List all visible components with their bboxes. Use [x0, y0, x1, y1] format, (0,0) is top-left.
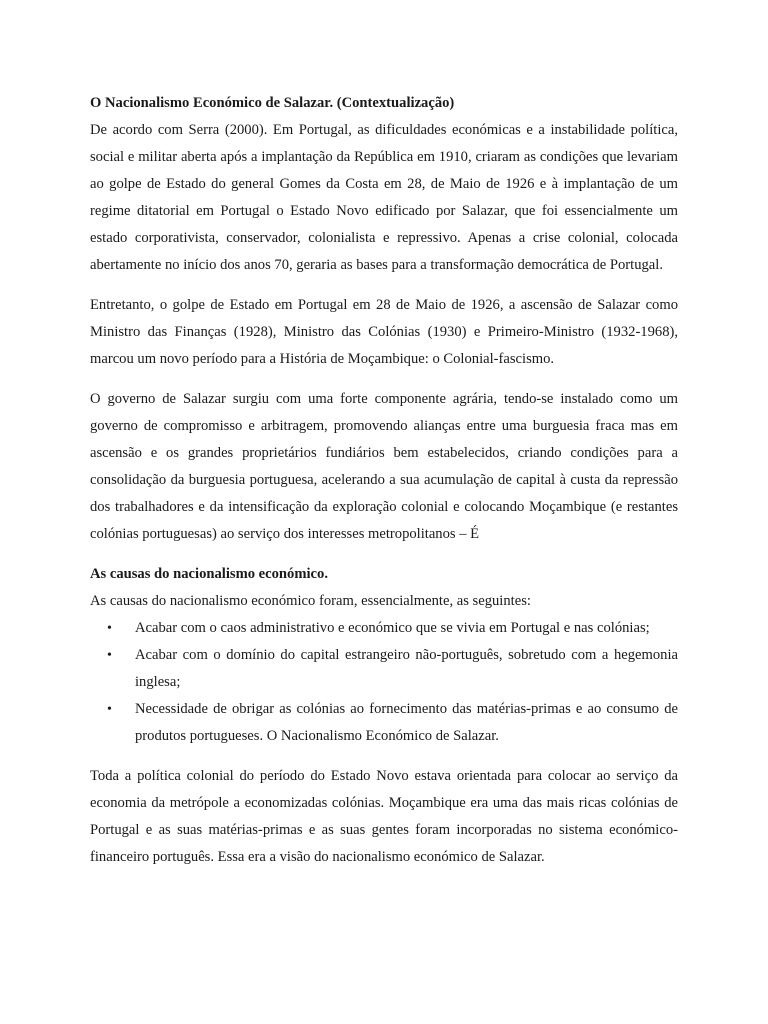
- bullet-icon: •: [107, 648, 112, 663]
- document-body: [90, 90, 678, 871]
- list-item: [90, 696, 678, 750]
- bullet-icon: •: [107, 702, 112, 717]
- list-item: [90, 642, 678, 696]
- causes-list: [90, 615, 678, 750]
- list-item-text: Necessidade de obrigar as colónias ao fornecimento das matérias-primas e ao consumo de produtos portugueses. O Nacionalismo Económico de Salazar.: [135, 701, 678, 744]
- list-item: [90, 615, 678, 642]
- paragraph-coup: Entretanto, o golpe de Estado em Portugal em 28 de Maio de 1926, a ascensão de Salazar como Ministro das Finanças (1928), Ministro das Colónias (1930) e Primeiro-Ministro (1932-1968), marcou um novo período para a História de Moçambique: o Colonial-fascismo.: [90, 297, 678, 367]
- document-title: O Nacionalismo Económico de Salazar. (Contextualização): [90, 95, 455, 111]
- paragraph-context: De acordo com Serra (2000). Em Portugal, as dificuldades económicas e a instabilidade política, social e militar aberta após a implantação da República em 1910, criaram as condições que levariam ao golpe de Estado do general Gomes da Costa em 28, de Maio de 1926 e à implantação de um regime ditatorial em Portugal o Estado Novo edificado por Salazar, que foi essencialmente um estado corporativista, conservador, colonialista e repressivo. Apenas a crise colonial, colocada abertamente no início dos anos 70, geraria as bases para a transformação democrática de Portugal.: [90, 122, 678, 273]
- causes-intro: As causas do nacionalismo económico foram, essencialmente, as seguintes:: [90, 593, 531, 609]
- paragraph-government: O governo de Salazar surgiu com uma forte componente agrária, tendo-se instalado como um governo de compromisso e arbitragem, promovendo alianças entre uma burguesia fraca mas em ascensão e os grandes proprietários fundiários bem estabelecidos, criando condições para a consolidação da burguesia portuguesa, acelerando a sua acumulação de capital à custa da repressão dos trabalhadores e da intensificação da exploração colonial e colocando Moçambique (e restantes colónias portuguesas) ao serviço dos interesses metropolitanos – É: [90, 391, 678, 542]
- section-title-causes: As causas do nacionalismo económico.: [90, 566, 328, 582]
- list-item-text: Acabar com o caos administrativo e económico que se vivia em Portugal e nas colónias;: [135, 620, 650, 636]
- bullet-icon: •: [107, 621, 112, 636]
- paragraph-colonial-policy: Toda a política colonial do período do Estado Novo estava orientada para colocar ao serviço da economia da metrópole a economizadas colónias. Moçambique era uma das mais ricas colónias de Portugal e as suas matérias-primas e as suas gentes foram incorporadas no sistema económico-financeiro português. Essa era a visão do nacionalismo económico de Salazar.: [90, 768, 678, 865]
- list-item-text: Acabar com o domínio do capital estrangeiro não-português, sobretudo com a hegemonia inglesa;: [135, 647, 678, 690]
